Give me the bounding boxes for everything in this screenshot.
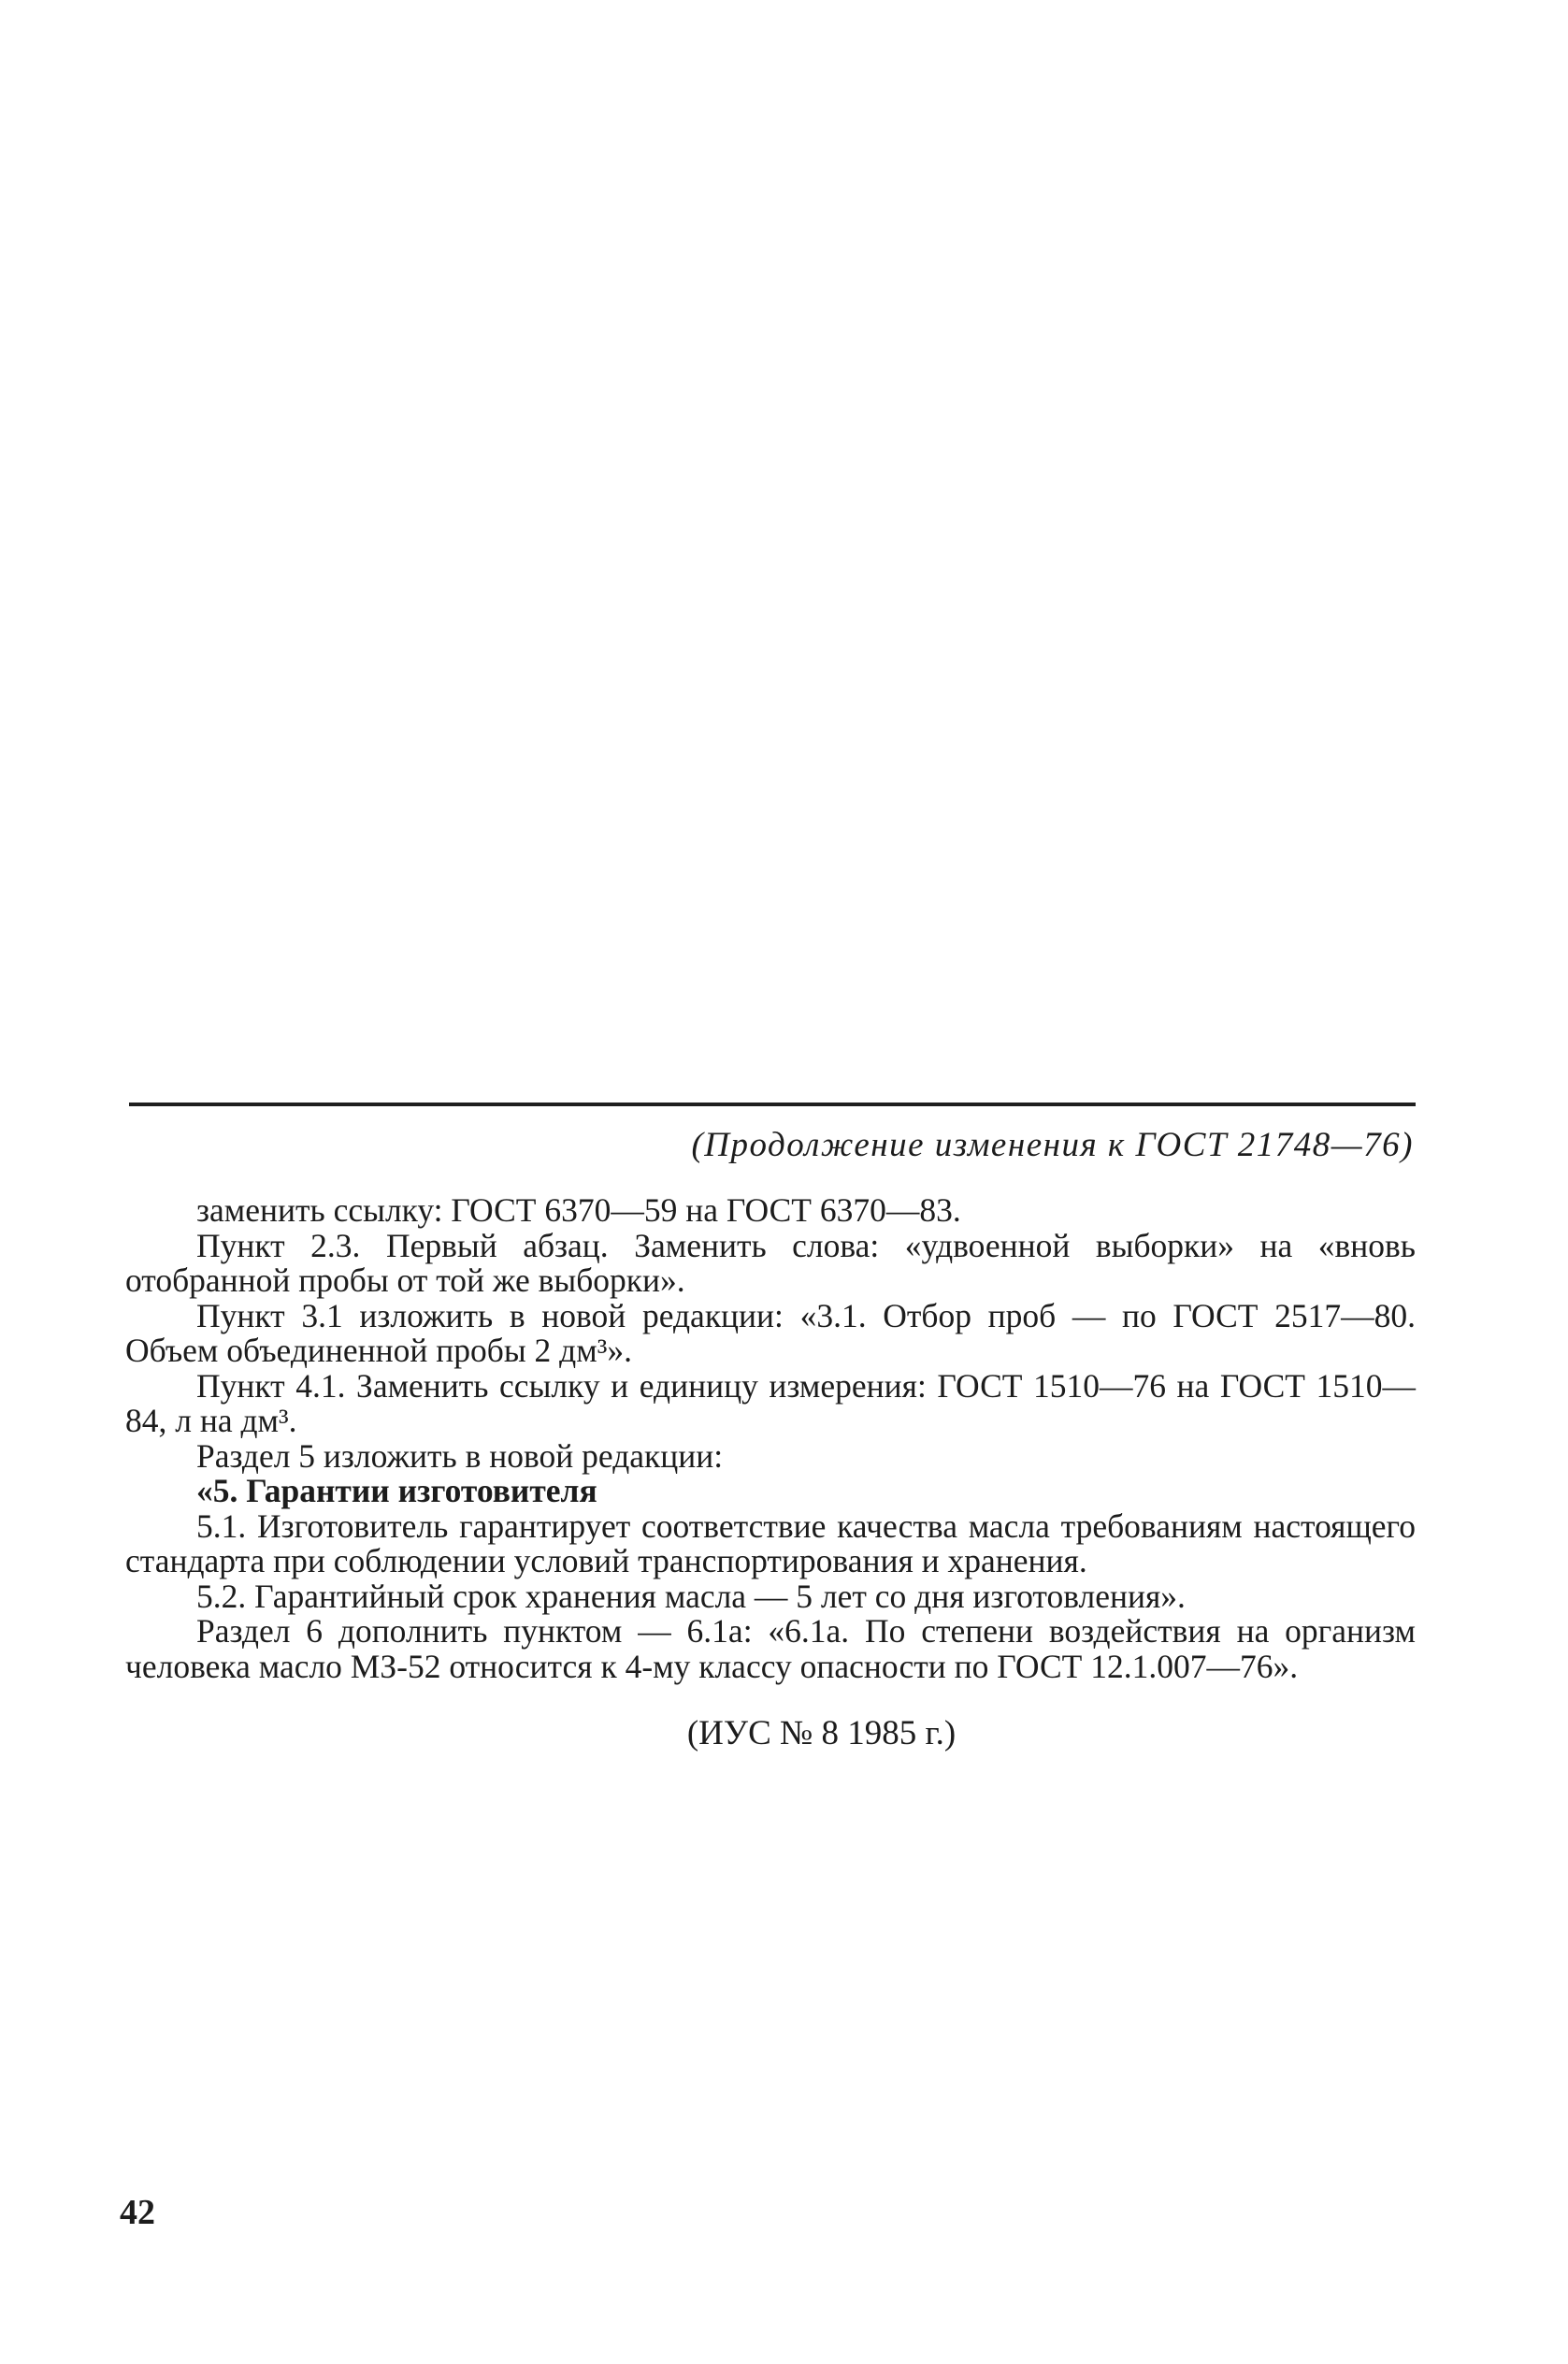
continuation-note: (Продолжение изменения к ГОСТ 21748—76)	[691, 1126, 1414, 1164]
paragraph-item-5-1: 5.1. Изготовитель гарантирует соответствие качества масла требованиям настоящего стандарта при соблюдении условий транспортирования и хранения.	[125, 1506, 1416, 1579]
source-reference: (ИУС № 8 1985 г.)	[686, 1714, 957, 1752]
paragraph-item-5-2: 5.2. Гарантийный срок хранения масла — 5 лет со дня изготовления».	[196, 1577, 1186, 1615]
paragraph-item-3-1: Пункт 3.1 изложить в новой редакции: «3.1. Отбор проб — по ГОСТ 2517—80. Объем объединенной пробы 2 дм³».	[125, 1296, 1416, 1369]
section-5-heading: «5. Гарантии изготовителя	[196, 1472, 597, 1509]
header-rule	[129, 1103, 1416, 1106]
paragraph-section-6-addition: Раздел 6 дополнить пунктом — 6.1а: «6.1а. По степени воздействия на организм человека масло МЗ-52 относится к 4-му классу опасности по ГОСТ 12.1.007—76».	[125, 1612, 1416, 1685]
paragraph-section-5-intro: Раздел 5 изложить в новой редакции:	[196, 1436, 724, 1475]
paragraph-item-2-3: Пункт 2.3. Первый абзац. Заменить слова: «удвоенной выборки» на «вновь отобранной пробы от той же выборки».	[125, 1226, 1416, 1299]
paragraph-reference-replacement: заменить ссылку: ГОСТ 6370—59 на ГОСТ 6370—83.	[196, 1191, 961, 1229]
document-body	[125, 1193, 1416, 1684]
paragraph-item-4-1: Пункт 4.1. Заменить ссылку и единицу измерения: ГОСТ 1510—76 на ГОСТ 1510—84, л на дм³.	[125, 1366, 1416, 1439]
page-number: 42	[120, 2193, 155, 2232]
